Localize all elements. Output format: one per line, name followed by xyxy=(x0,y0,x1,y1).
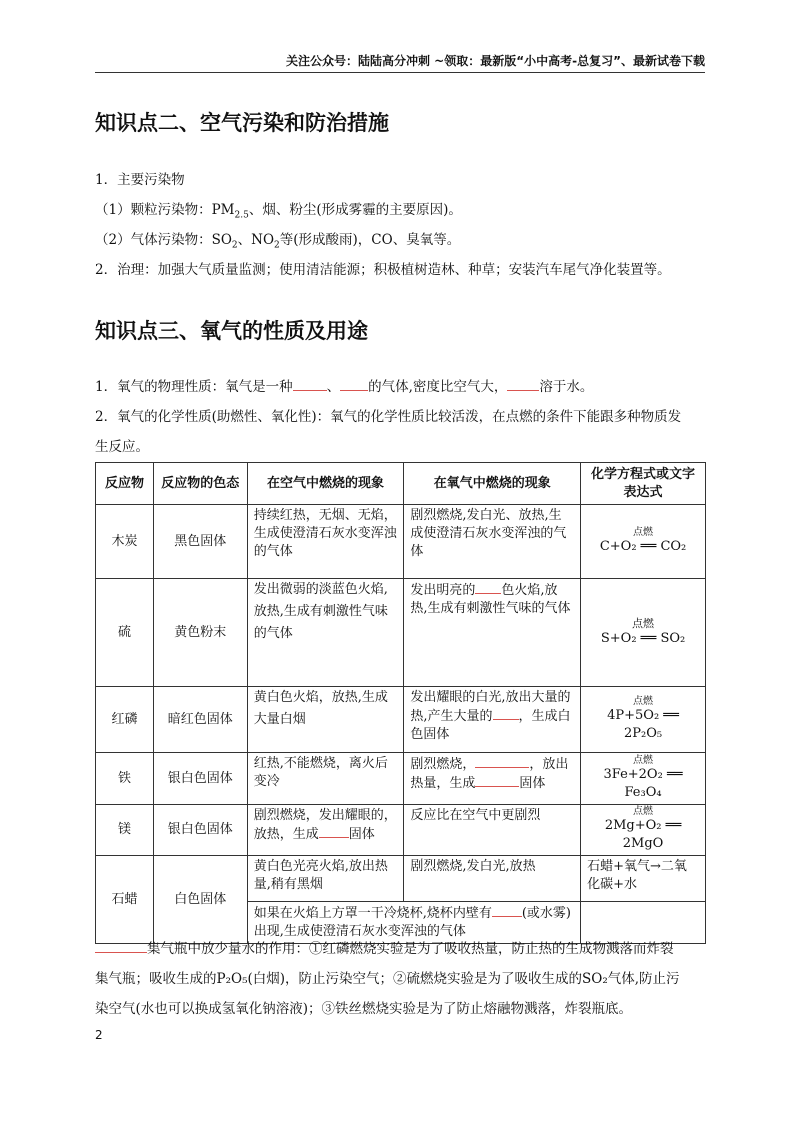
reactant-cell: 木炭 xyxy=(96,505,154,579)
table-row xyxy=(96,753,706,805)
oxygen-cell: 剧烈燃烧,发白光,放热 xyxy=(404,856,581,902)
gas-pollutant-line: （2）气体污染物：$SO_2$、$NO_2$等(形成酸雨)，CO、臭氧等。 xyxy=(95,232,461,251)
state-cell: 银白色固体 xyxy=(153,753,247,805)
equation-empty-cell xyxy=(581,902,706,944)
blank-water-purpose[interactable] xyxy=(95,940,147,953)
equation-cell: 点燃 4P+5O₂ ══ 2P₂O₅ xyxy=(581,687,706,753)
treatment-line: 2．治理：加强大气质量监测；使用清洁能源；积极植树造林、种草；安装汽车尾气净化装置等。 xyxy=(95,262,671,278)
blank-color[interactable] xyxy=(293,378,327,391)
air-cell: 红热,不能燃烧，离火后变冷 xyxy=(247,753,404,805)
reactant-cell: 硫 xyxy=(96,579,154,687)
blank-iron-phenomenon[interactable] xyxy=(475,755,529,768)
section-title-3: 知识点三、氧气的性质及用途 xyxy=(95,319,368,343)
bottom-line-3: 染空气(水也可以换成氢氧化钠溶液)；③铁丝燃烧实验是为了防止熔融物溅落，炸裂瓶底。 xyxy=(95,1001,633,1017)
blank-water-droplets[interactable] xyxy=(492,904,522,917)
state-cell: 白色固体 xyxy=(153,856,247,944)
reactant-cell: 铁 xyxy=(96,753,154,805)
section-title-2: 知识点二、空气污染和防治措施 xyxy=(95,111,389,135)
reaction-condition: 点燃 xyxy=(633,806,654,817)
air-cell: 发出微弱的淡蓝色火焰, 放热,生成有刺激性气味 的气体 xyxy=(247,579,404,687)
air-cell: 黄白色火焰，放热,生成 大量白烟 xyxy=(247,687,404,753)
table-row xyxy=(96,505,706,579)
table-row xyxy=(96,856,706,902)
equation-cell: 点燃 C+O₂ ══ CO₂ xyxy=(581,505,706,579)
equation-cell: 点燃 2Mg+O₂ ══ 2MgO xyxy=(581,805,706,856)
reaction-condition: 点燃 xyxy=(633,526,654,538)
oxygen-chemical-line: 2．氧气的化学性质(助燃性、氧化性)：氧气的化学性质比较活泼，在点燃的条件下能跟多种物质发 xyxy=(95,409,682,425)
equation-cell: 点燃 3Fe+2O₂ ══ Fe₃O₄ xyxy=(581,753,706,805)
blank-flame-color[interactable] xyxy=(475,581,501,594)
reactant-cell: 红磷 xyxy=(96,687,154,753)
state-cell: 黑色固体 xyxy=(153,505,247,579)
reaction-condition: 点燃 xyxy=(632,616,655,630)
oxygen-cell: 发出明亮的 色火焰,放热,生成有刺激性气味的气体 xyxy=(404,579,581,687)
blank-solubility[interactable] xyxy=(507,378,539,391)
header-state: 反应物的色态 xyxy=(153,463,247,505)
table-row xyxy=(96,805,706,856)
header-oxygen: 在氧气中燃烧的现象 xyxy=(404,463,581,505)
bottom-line-1: 集气瓶中放少量水的作用：①红磷燃烧实验是为了吸收热量，防止热的生成物溅落而炸裂 xyxy=(95,940,674,958)
pollutant-heading: 1．主要污染物 xyxy=(95,172,185,188)
reactant-cell: 镁 xyxy=(96,805,154,856)
blank-smoke[interactable] xyxy=(493,707,519,720)
table-row xyxy=(96,579,706,687)
air-cell: 持续红热，无烟、无焰，生成使澄清石灰水变浑浊的气体 xyxy=(247,505,404,579)
reaction-condition: 点燃 xyxy=(633,695,654,707)
air-cell: 黄白色光亮火焰,放出热量,稍有黑烟 xyxy=(247,856,404,902)
oxygen-cell: 发出耀眼的白光,放出大量的热,产生大量的 ，生成白色固体 xyxy=(404,687,581,753)
combustion-table xyxy=(95,462,706,944)
table-header-row xyxy=(96,463,706,505)
wax-merged-cell: 如果在火焰上方罩一干冷烧杯,烧杯内壁有 (或水雾)出现,生成使澄清石灰水变浑浊的气体 xyxy=(247,902,580,944)
page-number: 2 xyxy=(95,1028,103,1042)
oxygen-physical-line: 1．氧气的物理性质：氧气是一种 、 的气体,密度比空气大， 溶于水。 xyxy=(95,379,594,395)
state-cell: 银白色固体 xyxy=(153,805,247,856)
equation-cell: 石蜡+氧气→二氧化碳+水 xyxy=(581,856,706,902)
oxygen-cell: 剧烈燃烧， ，放出热量，生成 固体 xyxy=(404,753,581,805)
page-header: 关注公众号：陆陆高分冲刺 ~领取：最新版“小中高考-总复习”、最新试卷下载 xyxy=(286,54,705,68)
header-divider xyxy=(95,72,705,73)
blank-odor[interactable] xyxy=(340,378,368,391)
blank-mg-product[interactable] xyxy=(319,825,349,838)
blank-iron-product[interactable] xyxy=(475,774,519,787)
state-cell: 暗红色固体 xyxy=(153,687,247,753)
header-equation: 化学方程式或文字表达式 xyxy=(581,463,706,505)
state-cell: 黄色粉末 xyxy=(153,579,247,687)
reactant-cell: 石蜡 xyxy=(96,856,154,944)
air-cell: 剧烈燃烧，发出耀眼的，放热，生成 固体 xyxy=(247,805,404,856)
oxygen-chemical-line-2: 生反应。 xyxy=(95,439,149,455)
reaction-condition: 点燃 xyxy=(633,754,654,766)
header-air: 在空气中燃烧的现象 xyxy=(247,463,404,505)
table-row xyxy=(96,687,706,753)
header-reactant: 反应物 xyxy=(96,463,154,505)
oxygen-cell: 反应比在空气中更剧烈 xyxy=(404,805,581,856)
oxygen-cell: 剧烈燃烧,发白光、放热,生成使澄清石灰水变浑浊的气体 xyxy=(404,505,581,579)
equation-cell: 点燃 S+O₂ ══ SO₂ xyxy=(581,579,706,687)
particulate-line: （1）颗粒污染物：$PM_{2.5}$、烟、粉尘(形成雾霾的主要原因)。 xyxy=(95,202,462,221)
bottom-line-2: 集气瓶；吸收生成的P₂O₅(白烟)，防止污染空气；②硫燃烧实验是为了吸收生成的SO₂气体,防止污 xyxy=(95,971,680,987)
